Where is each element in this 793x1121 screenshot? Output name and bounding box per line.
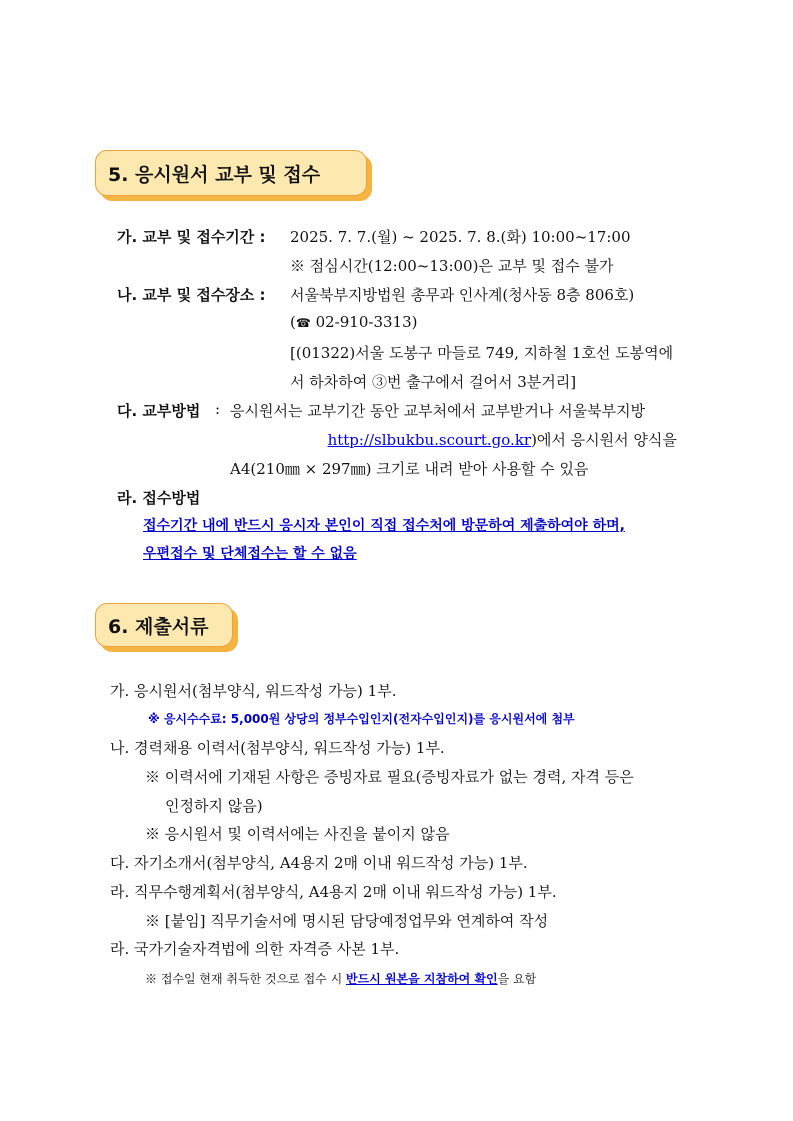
certificate-note-bold: 반드시 원본을 지참하여 확인 bbox=[346, 972, 498, 986]
place-label: 나. 교부 및 접수장소 : bbox=[117, 286, 266, 304]
place-line3: [(01322)서울 도봉구 마들로 749, 지하철 1호선 도봉역에 bbox=[290, 344, 674, 362]
method-label: 다. 교부방법 bbox=[117, 402, 201, 420]
submit-method-label: 라. 접수방법 bbox=[117, 489, 201, 507]
submit-method-line2: 우편접수 및 단체접수는 할 수 없음 bbox=[143, 546, 357, 562]
section-5-heading bbox=[95, 150, 367, 196]
method-line2-post: )에서 응시원서 양식을 bbox=[531, 431, 677, 449]
certificate-note bbox=[145, 970, 536, 987]
doc-item-self-intro: 다. 자기소개서(첨부양식, A4용지 2매 이내 워드작성 가능) 1부. bbox=[110, 854, 528, 872]
place-phone bbox=[290, 313, 417, 331]
submit-method-line1: 접수기간 내에 반드시 응시자 본인이 직접 접수처에 방문하여 제출하여야 하며, bbox=[143, 518, 625, 534]
method-line3: A4(210㎜ × 297㎜) 크기로 내려 받아 사용할 수 있음 bbox=[230, 460, 589, 478]
section-6-title: 6. 제출서류 bbox=[108, 615, 209, 638]
place-line4: 서 하차하여 ③번 출구에서 걸어서 3분거리] bbox=[290, 373, 577, 391]
lunch-note: ※ 점심시간(12:00~13:00)은 교부 및 접수 불가 bbox=[290, 257, 614, 275]
method-colon: : bbox=[215, 400, 221, 418]
place-line1: 서울북부지방법원 총무과 인사계(청사동 8층 806호) bbox=[290, 286, 635, 304]
method-line2-inline bbox=[230, 429, 677, 450]
photo-note: ※ 응시원서 및 이력서에는 사진을 붙이지 않음 bbox=[145, 825, 450, 843]
job-plan-note: ※ [붙임] 직무기술서에 명시된 담당예정업무와 연계하여 작성 bbox=[145, 912, 549, 930]
period-text: 2025. 7. 7.(월) ~ 2025. 7. 8.(화) 10:00~17:00 bbox=[290, 228, 631, 246]
resume-note-line2: 인정하지 않음) bbox=[165, 797, 263, 815]
section-6-heading bbox=[95, 603, 233, 647]
method-line1: 응시원서는 교부기간 동안 교부처에서 교부받거나 서울북부지방 bbox=[230, 402, 646, 420]
doc-item-certificate: 라. 국가기술자격법에 의한 자격증 사본 1부. bbox=[110, 940, 400, 958]
certificate-note-post: 을 요함 bbox=[497, 972, 537, 986]
phone-icon: ☎ bbox=[295, 316, 311, 330]
phone-open-paren: ( bbox=[290, 313, 296, 331]
phone-number: 02-910-3313) bbox=[315, 313, 418, 331]
doc-item-job-plan: 라. 직무수행계획서(첨부양식, A4용지 2매 이내 워드작성 가능) 1부. bbox=[110, 883, 557, 901]
certificate-note-pre: ※ 접수일 현재 취득한 것으로 접수 시 bbox=[145, 972, 346, 986]
fee-note: ※ 응시수수료: 5,000원 상당의 정부수입인지(전자수입인지)를 응시원서에 첨부 bbox=[148, 712, 575, 726]
period-label: 가. 교부 및 접수기간 : bbox=[117, 228, 266, 246]
doc-item-resume: 나. 경력채용 이력서(첨부양식, 워드작성 가능) 1부. bbox=[110, 739, 445, 757]
doc-item-application: 가. 응시원서(첨부양식, 워드작성 가능) 1부. bbox=[110, 682, 397, 700]
section-5-title: 5. 응시원서 교부 및 접수 bbox=[108, 163, 321, 186]
homepage-link[interactable]: http://slbukbu.scourt.go.kr bbox=[327, 431, 532, 449]
resume-note-line1: ※ 이력서에 기재된 사항은 증빙자료 필요(증빙자료가 없는 경력, 자격 등은 bbox=[145, 768, 634, 786]
